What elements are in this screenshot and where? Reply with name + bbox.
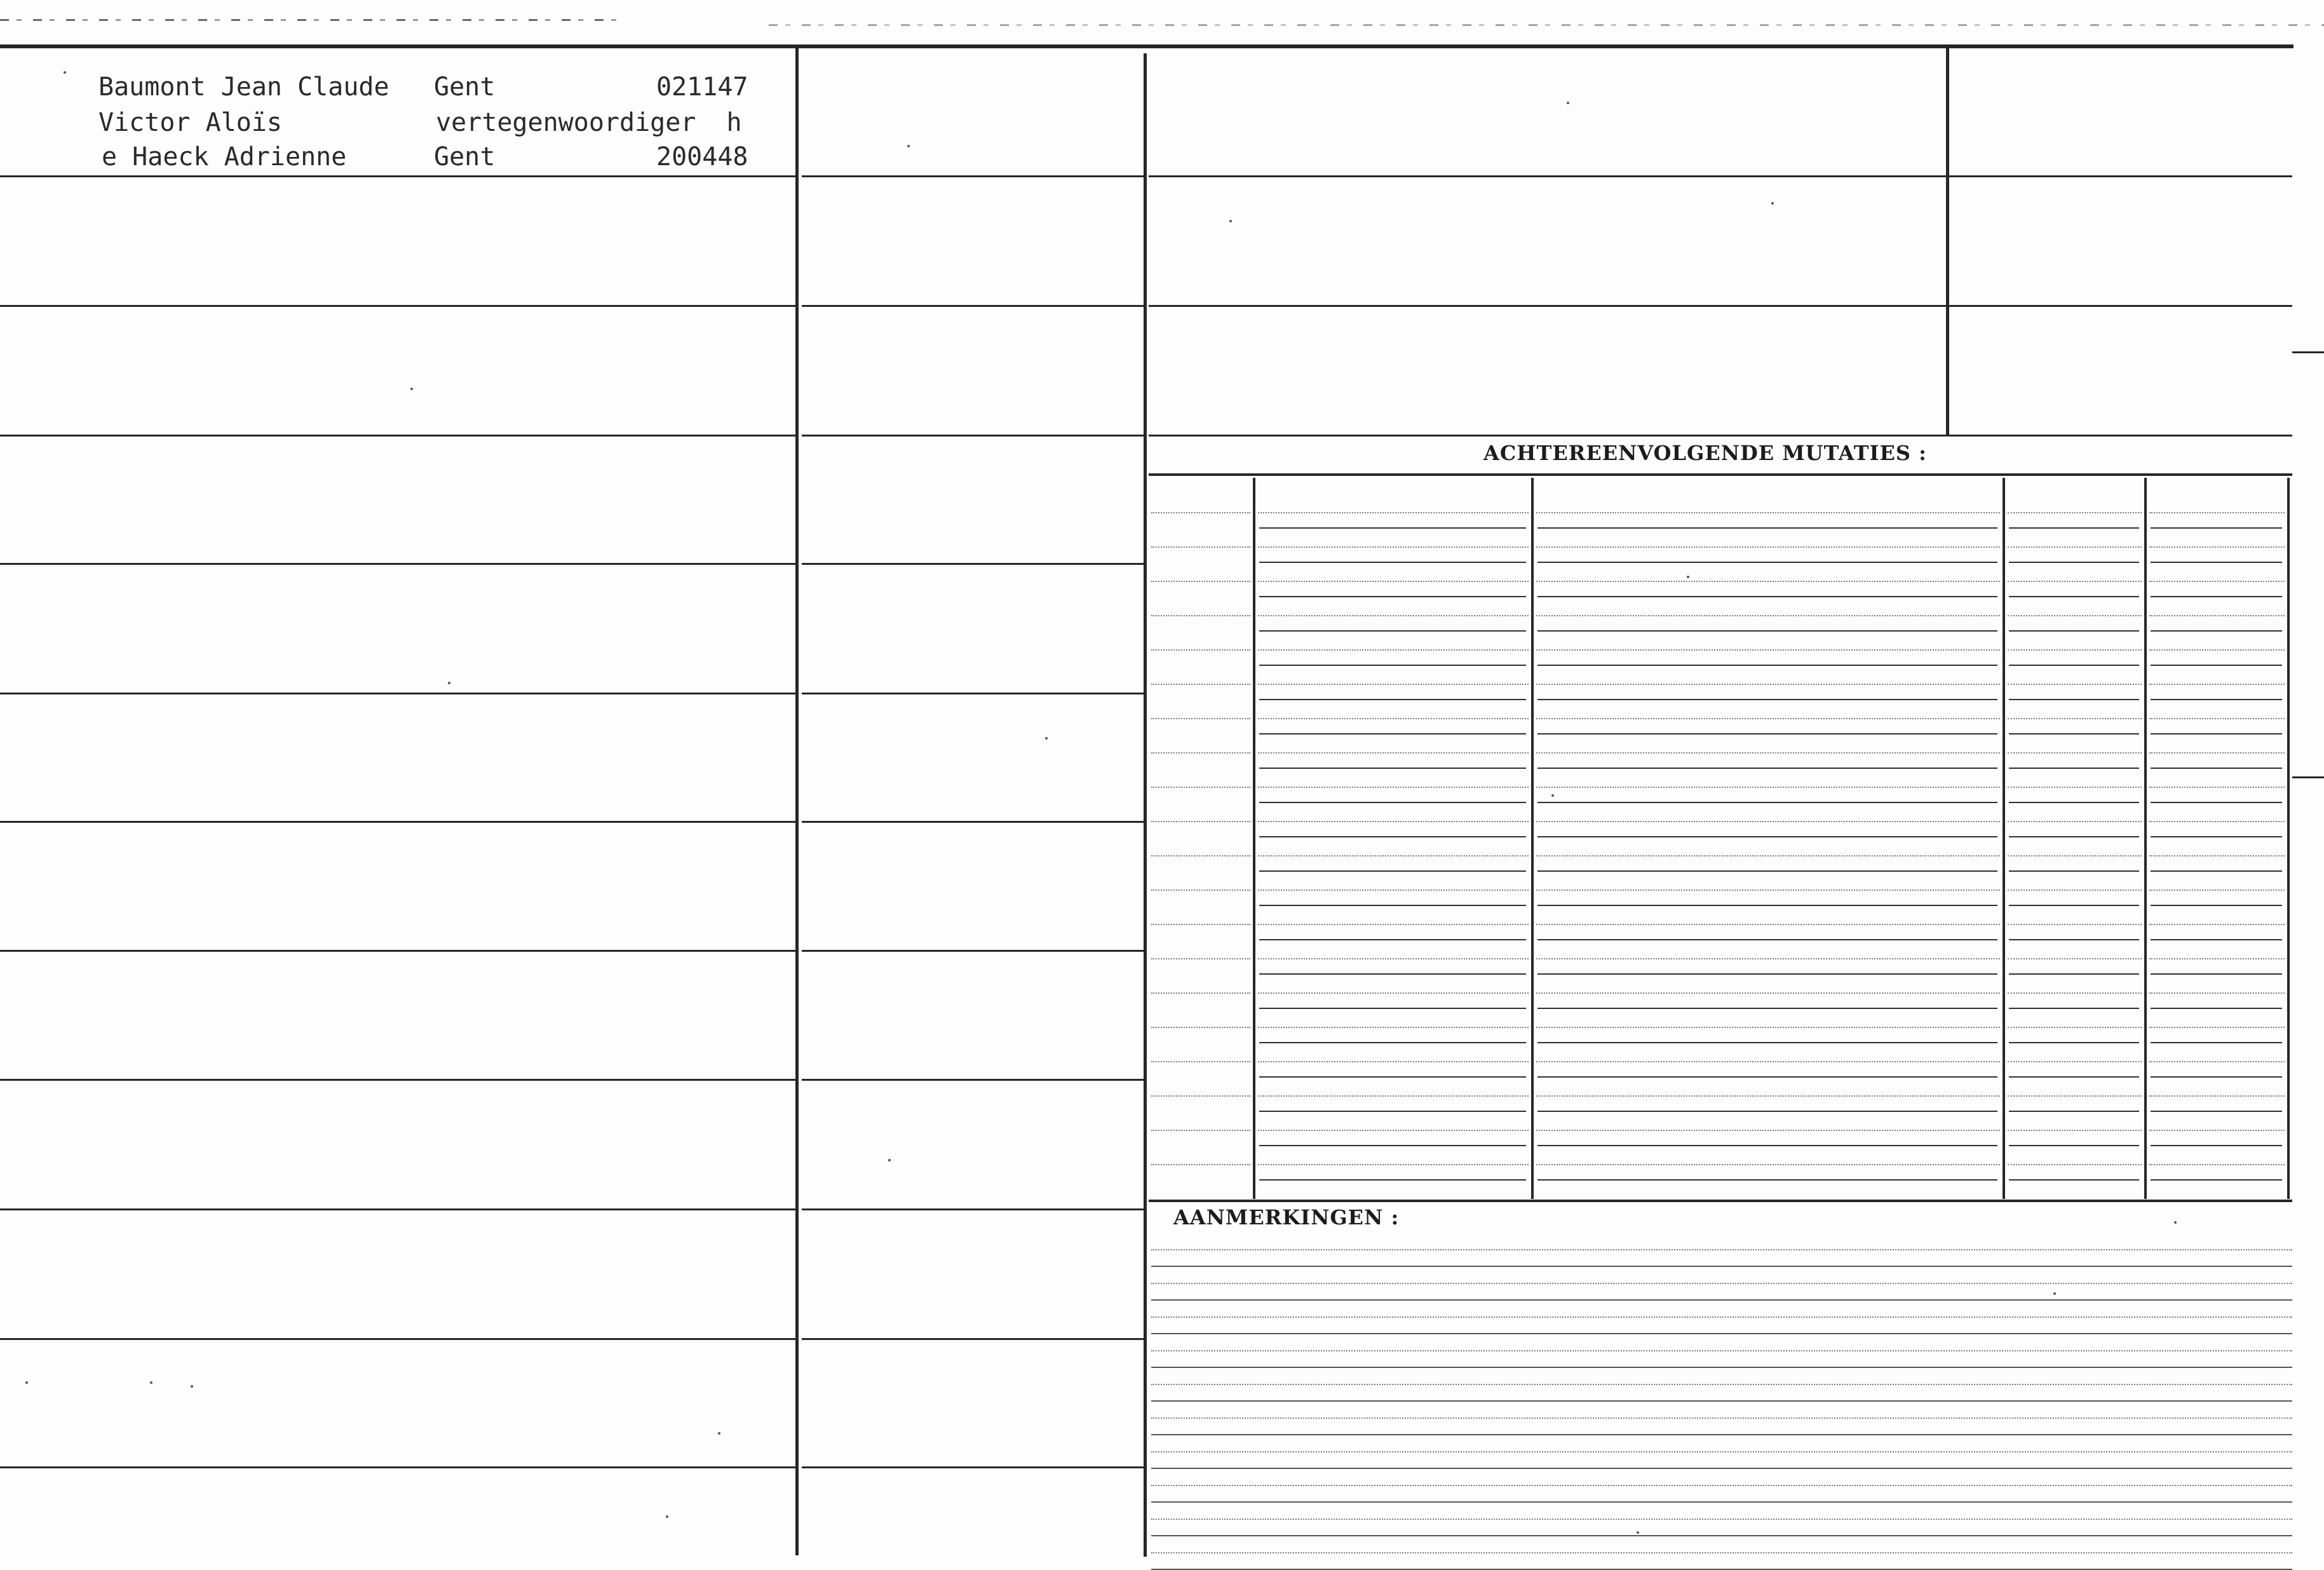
entry-row-line — [0, 175, 795, 177]
mutation-row-underline — [2009, 699, 2139, 700]
mutation-row-rule — [2149, 615, 2285, 616]
mutation-row-rule — [1258, 1095, 1529, 1097]
mutation-row-rule — [2008, 684, 2142, 685]
entry-row-line — [802, 821, 1144, 823]
mutation-row-rule — [1258, 1164, 1529, 1165]
mutation-row-rule — [2008, 821, 2142, 822]
mutation-row-underline — [2151, 596, 2282, 597]
entry-row-line — [802, 175, 1144, 177]
mutation-row-rule — [2149, 855, 2285, 856]
entry-row-line — [802, 1338, 1144, 1340]
entry-row-line — [0, 821, 795, 823]
mutation-row-underline — [2151, 1042, 2282, 1043]
mutation-row-underline — [2151, 1111, 2282, 1112]
mutation-row-underline — [1259, 870, 1526, 872]
mutation-row-rule — [1258, 1130, 1529, 1131]
mutation-row-rule — [1536, 718, 2000, 719]
scan-speck — [1637, 1531, 1639, 1534]
mutation-row-underline — [2151, 699, 2282, 700]
entry-row-line — [0, 563, 795, 565]
mutation-row-underline — [1259, 1145, 1526, 1146]
remarks-heading: AANMERKINGEN : — [1173, 1205, 1400, 1229]
mutation-row-underline — [1259, 596, 1526, 597]
mutation-row-underline — [2009, 1111, 2139, 1112]
scan-speck — [25, 1381, 28, 1384]
remark-row-rule — [1151, 1384, 2292, 1385]
mutation-row-underline — [1537, 527, 1997, 529]
mutation-row-underline — [1537, 939, 1997, 940]
mutation-row-rule — [2008, 649, 2142, 651]
mutation-row-rule — [1151, 581, 1250, 582]
mutation-row-rule — [2008, 1130, 2142, 1131]
entry-row-line — [802, 1079, 1144, 1081]
mutation-row-underline — [2151, 905, 2282, 906]
mutation-row-rule — [2149, 546, 2285, 548]
mutation-row-rule — [2008, 1164, 2142, 1165]
mutation-row-rule — [1258, 1061, 1529, 1062]
mutation-row-underline — [1259, 562, 1526, 563]
mutation-row-underline — [1259, 733, 1526, 734]
column-divider — [795, 48, 799, 1555]
mutation-row-rule — [2008, 958, 2142, 959]
mutation-row-underline — [2151, 802, 2282, 803]
mutation-row-rule — [1151, 890, 1250, 891]
scan-speck — [1551, 794, 1554, 797]
mutation-row-underline — [2009, 1179, 2139, 1181]
remark-row-underline — [1151, 1501, 2292, 1503]
mutation-row-underline — [2009, 836, 2139, 837]
mutation-row-rule — [1536, 958, 2000, 959]
mutation-row-underline — [1537, 870, 1997, 872]
mutation-row-underline — [2009, 733, 2139, 734]
mutation-row-rule — [1536, 992, 2000, 994]
mutation-row-rule — [2008, 718, 2142, 719]
remark-row-rule — [1151, 1418, 2292, 1419]
scan-speck — [666, 1515, 668, 1518]
remark-row-underline — [1151, 1400, 2292, 1402]
mutation-row-rule — [1258, 958, 1529, 959]
scan-speck — [1045, 737, 1048, 740]
mutation-row-underline — [2009, 1076, 2139, 1078]
mutation-row-rule — [2008, 581, 2142, 582]
mutation-row-underline — [2009, 596, 2139, 597]
column-divider — [1946, 48, 1949, 436]
mutation-row-rule — [2149, 1027, 2285, 1028]
remark-row-underline — [1151, 1434, 2292, 1435]
mutation-row-rule — [2149, 512, 2285, 513]
mutation-row-underline — [1537, 699, 1997, 700]
mutation-row-rule — [1151, 1164, 1250, 1165]
mutation-row-underline — [2151, 1076, 2282, 1078]
mutation-row-underline — [1259, 836, 1526, 837]
entry-row-line — [802, 435, 1144, 436]
scan-edge-noise — [769, 24, 2324, 26]
entry-row-line — [802, 693, 1144, 694]
mutation-row-rule — [2149, 958, 2285, 959]
mutation-row-rule — [1536, 649, 2000, 651]
scan-speck — [64, 71, 66, 74]
mutation-row-rule — [2149, 992, 2285, 994]
mutation-row-underline — [1259, 939, 1526, 940]
scan-speck — [1229, 220, 1232, 222]
mutation-row-underline — [2009, 939, 2139, 940]
mutation-row-rule — [1258, 684, 1529, 685]
entry-row-line — [0, 950, 795, 952]
scan-speck — [150, 1381, 152, 1384]
mutation-row-underline — [1259, 1042, 1526, 1043]
mutation-row-rule — [1151, 958, 1250, 959]
mutation-row-rule — [2149, 890, 2285, 891]
mutation-row-underline — [1259, 1179, 1526, 1181]
mutation-row-underline — [1537, 768, 1997, 769]
mutation-row-rule — [1151, 1130, 1250, 1131]
mutation-row-rule — [1536, 1164, 2000, 1165]
margin-tick — [2292, 351, 2324, 353]
remark-row-underline — [1151, 1535, 2292, 1536]
mutation-row-underline — [1259, 768, 1526, 769]
remark-row-underline — [1151, 1266, 2292, 1267]
mutation-row-rule — [1536, 855, 2000, 856]
remark-row-rule — [1151, 1283, 2292, 1284]
mutation-row-rule — [2149, 924, 2285, 925]
mutation-row-underline — [2151, 973, 2282, 975]
mutation-row-underline — [2151, 939, 2282, 940]
mutation-row-rule — [1151, 546, 1250, 548]
mutation-row-underline — [2009, 1042, 2139, 1043]
mutation-row-rule — [1536, 581, 2000, 582]
scan-speck — [2174, 1221, 2177, 1224]
mutation-row-rule — [2008, 615, 2142, 616]
mutation-row-underline — [1537, 1111, 1997, 1112]
mutation-row-rule — [1536, 752, 2000, 754]
mutation-row-rule — [2008, 512, 2142, 513]
mutation-row-rule — [1258, 787, 1529, 788]
mutation-row-underline — [2151, 630, 2282, 632]
row-line — [1949, 305, 2292, 307]
mutation-row-underline — [1259, 630, 1526, 632]
mutation-row-underline — [1537, 1042, 1997, 1043]
mutation-row-rule — [1258, 512, 1529, 513]
mutation-row-underline — [2009, 905, 2139, 906]
entry-row-line — [0, 693, 795, 694]
mutation-row-underline — [1537, 802, 1997, 803]
row-line — [1949, 175, 2292, 177]
mutation-row-underline — [2151, 836, 2282, 837]
scan-speck — [410, 388, 413, 390]
person-name-line: e Haeck Adrienne — [102, 142, 347, 172]
mutation-row-underline — [2009, 768, 2139, 769]
remark-row-rule — [1151, 1451, 2292, 1452]
mutation-row-underline — [1537, 1008, 1997, 1009]
mutation-row-underline — [1259, 1008, 1526, 1009]
mutations-col-divider — [1253, 478, 1255, 1199]
occupation: vertegenwoordiger h — [436, 108, 742, 137]
mutation-row-rule — [1151, 1027, 1250, 1028]
mutations-header-rule — [1149, 473, 2292, 476]
scan-speck — [448, 682, 450, 684]
mutation-row-rule — [1258, 855, 1529, 856]
mutation-row-rule — [2008, 1061, 2142, 1062]
remark-row-rule — [1151, 1249, 2292, 1250]
mutation-row-underline — [1537, 1179, 1997, 1181]
mutations-col-divider — [1531, 478, 1534, 1199]
scan-speck — [718, 1432, 720, 1435]
date-code: 200448 — [656, 142, 748, 172]
mutation-row-underline — [2151, 768, 2282, 769]
remark-row-underline — [1151, 1468, 2292, 1469]
mutation-row-rule — [2149, 1130, 2285, 1131]
mutation-row-underline — [2151, 665, 2282, 666]
scan-speck — [1771, 202, 1774, 205]
mutation-row-underline — [1537, 1076, 1997, 1078]
margin-tick — [2292, 776, 2324, 778]
mutation-row-underline — [1537, 665, 1997, 666]
entry-row-line — [0, 1466, 795, 1468]
mutation-row-rule — [1536, 1130, 2000, 1131]
mutation-row-rule — [1151, 615, 1250, 616]
entry-row-line — [0, 1338, 795, 1340]
entry-row-line — [0, 435, 795, 436]
row-line — [1149, 435, 2292, 436]
mutations-col-divider — [2144, 478, 2147, 1199]
mutation-row-rule — [1536, 1061, 2000, 1062]
mutation-row-rule — [2149, 718, 2285, 719]
mutation-row-underline — [1537, 1145, 1997, 1146]
mutation-row-rule — [1536, 1095, 2000, 1097]
mutation-row-underline — [1259, 665, 1526, 666]
mutation-row-rule — [1151, 1095, 1250, 1097]
mutation-row-rule — [1536, 546, 2000, 548]
column-divider — [1144, 53, 1147, 1557]
row-line — [1149, 305, 1946, 307]
mutation-row-rule — [1536, 1027, 2000, 1028]
mutation-row-underline — [1537, 733, 1997, 734]
mutation-row-underline — [1259, 699, 1526, 700]
entry-row-line — [802, 305, 1144, 307]
remark-row-underline — [1151, 1333, 2292, 1334]
scan-speck — [191, 1385, 193, 1388]
mutation-row-rule — [1258, 581, 1529, 582]
entry-row-line — [0, 305, 795, 307]
mutation-row-underline — [1537, 905, 1997, 906]
mutation-row-underline — [2009, 973, 2139, 975]
mutation-row-rule — [1151, 855, 1250, 856]
top-border — [0, 44, 2294, 48]
mutation-row-rule — [1536, 615, 2000, 616]
mutation-row-rule — [1151, 718, 1250, 719]
mutation-row-underline — [2009, 630, 2139, 632]
mutation-row-rule — [1536, 684, 2000, 685]
mutation-row-underline — [2151, 527, 2282, 529]
scan-speck — [1567, 102, 1569, 104]
mutation-row-rule — [2149, 581, 2285, 582]
mutation-row-underline — [2151, 1179, 2282, 1181]
mutation-row-rule — [1151, 821, 1250, 822]
mutation-row-underline — [2151, 1145, 2282, 1146]
mutation-row-rule — [2008, 924, 2142, 925]
mutation-row-rule — [1258, 992, 1529, 994]
mutation-row-underline — [1537, 562, 1997, 563]
mutation-row-underline — [1537, 973, 1997, 975]
mutation-row-rule — [2008, 546, 2142, 548]
mutation-row-underline — [2009, 665, 2139, 666]
person-name-line: Victor Aloïs — [98, 108, 282, 137]
mutation-row-rule — [1151, 649, 1250, 651]
remark-row-rule — [1151, 1316, 2292, 1318]
person-name-line: Baumont Jean Claude — [98, 72, 389, 102]
mutation-row-rule — [1151, 684, 1250, 685]
mutation-row-rule — [1258, 718, 1529, 719]
mutation-row-rule — [2008, 890, 2142, 891]
mutation-row-rule — [2008, 992, 2142, 994]
mutation-row-rule — [2008, 1095, 2142, 1097]
mutation-row-rule — [1536, 512, 2000, 513]
mutation-row-underline — [1259, 905, 1526, 906]
mutation-row-underline — [1537, 630, 1997, 632]
mutation-row-rule — [1151, 924, 1250, 925]
mutation-row-underline — [2151, 870, 2282, 872]
mutation-row-rule — [2008, 1027, 2142, 1028]
mutation-row-underline — [1537, 836, 1997, 837]
place-of-residence: Gent — [434, 142, 496, 172]
scan-speck — [2053, 1292, 2056, 1295]
mutation-row-rule — [1536, 890, 2000, 891]
mutation-row-rule — [2008, 787, 2142, 788]
remark-row-rule — [1151, 1552, 2292, 1553]
entry-row-line — [802, 1208, 1144, 1210]
mutation-row-underline — [2151, 1008, 2282, 1009]
mutation-row-rule — [2149, 821, 2285, 822]
place-of-birth: Gent — [434, 72, 496, 102]
mutation-row-underline — [2009, 802, 2139, 803]
mutation-row-rule — [1151, 752, 1250, 754]
entry-row-line — [0, 1208, 795, 1210]
mutation-row-underline — [2009, 562, 2139, 563]
mutation-row-rule — [2149, 649, 2285, 651]
mutation-row-rule — [2149, 1095, 2285, 1097]
mutations-heading: ACHTEREENVOLGENDE MUTATIES : — [1483, 441, 1927, 465]
mutation-row-rule — [1536, 924, 2000, 925]
remark-row-rule — [1151, 1350, 2292, 1351]
entry-row-line — [802, 563, 1144, 565]
mutation-row-underline — [2009, 870, 2139, 872]
mutation-row-underline — [2151, 562, 2282, 563]
mutation-row-rule — [1258, 1027, 1529, 1028]
entry-row-line — [802, 1466, 1144, 1468]
remark-row-underline — [1151, 1299, 2292, 1301]
mutation-row-underline — [1259, 1111, 1526, 1112]
remark-row-rule — [1151, 1519, 2292, 1520]
mutation-row-rule — [2008, 752, 2142, 754]
row-line — [1149, 175, 1946, 177]
mutation-row-underline — [1259, 802, 1526, 803]
mutation-row-underline — [1259, 527, 1526, 529]
mutation-row-underline — [1537, 596, 1997, 597]
scan-speck — [888, 1159, 891, 1161]
mutation-row-underline — [1259, 973, 1526, 975]
mutation-row-underline — [2009, 1008, 2139, 1009]
mutations-col-divider — [2003, 478, 2005, 1199]
mutation-row-rule — [1258, 649, 1529, 651]
scan-speck — [1687, 576, 1689, 578]
mutation-row-rule — [2149, 1164, 2285, 1165]
mutation-row-rule — [2149, 752, 2285, 754]
scan-edge-noise — [0, 19, 623, 21]
remark-row-underline — [1151, 1367, 2292, 1368]
mutation-row-rule — [2149, 684, 2285, 685]
mutation-row-rule — [2149, 1061, 2285, 1062]
mutation-row-underline — [2009, 1145, 2139, 1146]
mutation-row-rule — [1536, 821, 2000, 822]
mutation-row-rule — [1536, 787, 2000, 788]
mutations-bottom-rule — [1149, 1200, 2292, 1202]
entry-row-line — [802, 950, 1144, 952]
mutation-row-underline — [2151, 733, 2282, 734]
mutation-row-rule — [1258, 924, 1529, 925]
mutation-row-rule — [1151, 787, 1250, 788]
mutation-row-underline — [1259, 1076, 1526, 1078]
mutation-row-rule — [1151, 512, 1250, 513]
mutation-row-underline — [2009, 527, 2139, 529]
birth-date-code: 021147 — [656, 72, 748, 102]
entry-row-line — [0, 1079, 795, 1081]
mutation-row-rule — [2149, 787, 2285, 788]
scan-speck — [907, 145, 910, 147]
mutations-col-divider — [2287, 478, 2290, 1199]
mutation-row-rule — [1258, 546, 1529, 548]
mutation-row-rule — [2008, 855, 2142, 856]
remark-row-rule — [1151, 1485, 2292, 1486]
mutation-row-rule — [1151, 1061, 1250, 1062]
mutation-row-rule — [1258, 615, 1529, 616]
mutation-row-rule — [1258, 821, 1529, 822]
mutation-row-rule — [1258, 752, 1529, 754]
mutation-row-rule — [1258, 890, 1529, 891]
mutation-row-rule — [1151, 992, 1250, 994]
